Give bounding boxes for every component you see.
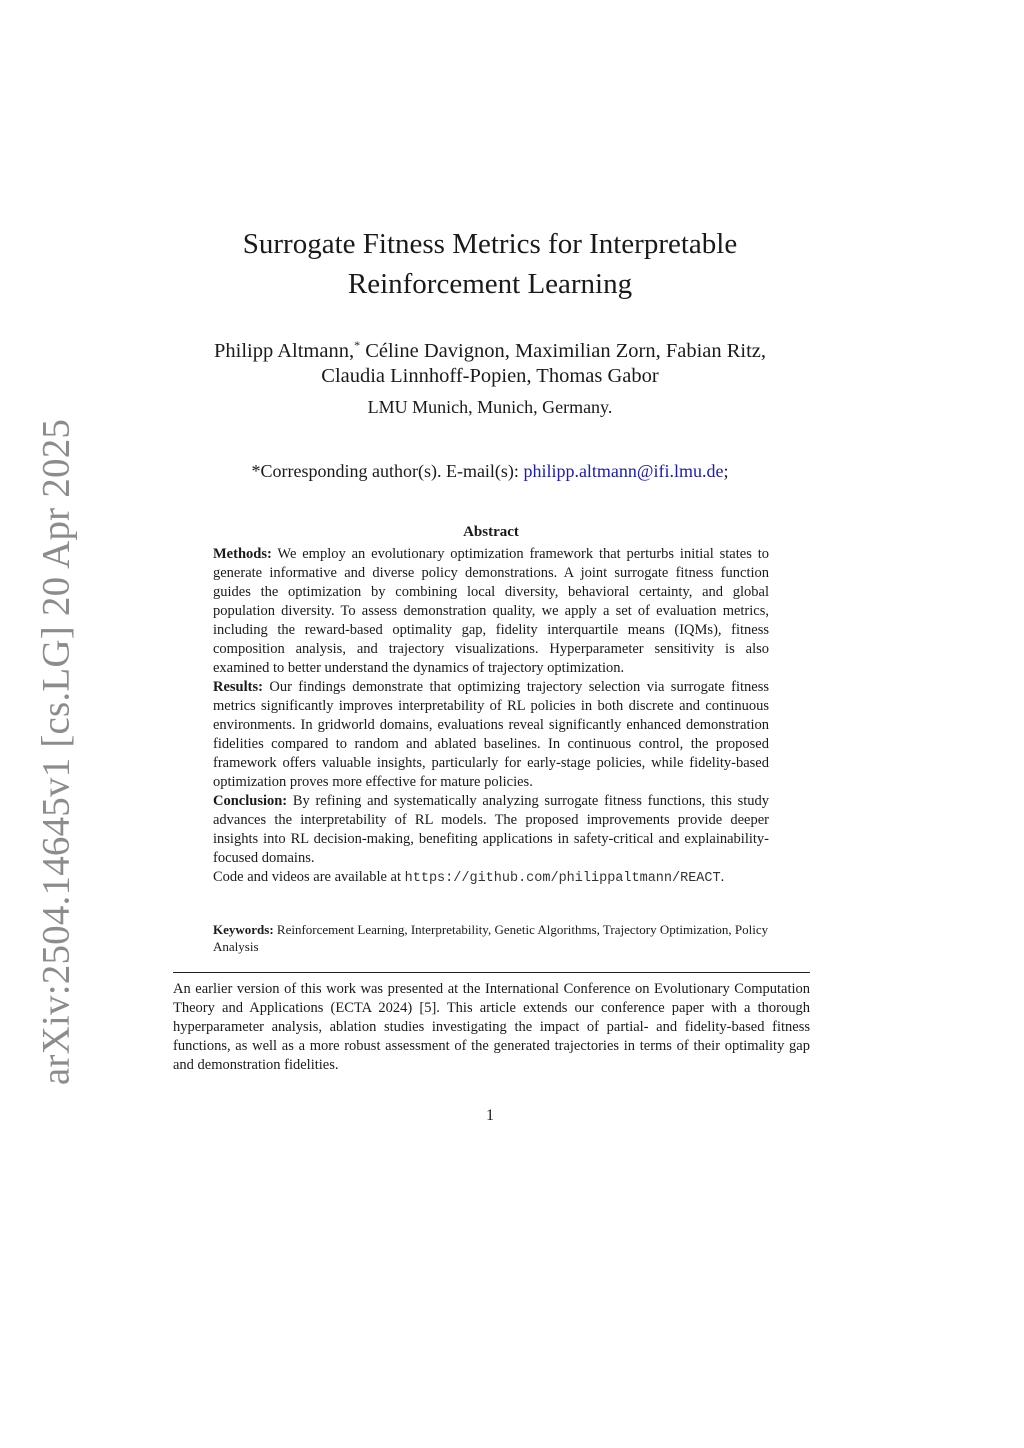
keywords: [213, 921, 769, 955]
arxiv-identifier: arXiv:2504.14645v1 [cs.LG] 20 Apr 2025: [34, 418, 78, 1086]
results-label: Results:: [213, 679, 263, 695]
author-line-1: [170, 333, 810, 364]
code-url-link[interactable]: https://github.com/philippaltmann/REACT: [404, 871, 721, 886]
author-first: Philipp Altmann,: [213, 339, 355, 362]
keywords-text: Reinforcement Learning, Interpretability, Genetic Algorithms, Trajectory Optimization, Policy Analysis: [213, 922, 769, 954]
author-list: [170, 333, 810, 389]
affiliation: LMU Munich, Munich, Germany.: [367, 397, 613, 417]
footnote: An earlier version of this work was presented at the International Conference on Evolutionary Computation Theory and Applications (ECTA 2024) [5]. This article extends our conference paper with a thorough hyperparameter analysis, ablation studies investigating the impact of partial- and fidelity-based fitness functions, as well as a more robust assessment of the generated trajectories in terms of their optimality gap and demonstration fidelities.: [173, 981, 810, 1073]
methods-text: We employ an evolutionary optimization framework that perturbs initial states to generate informative and diverse policy demonstrations. A joint surrogate fitness function guides the optimization by combining local diversity, behavioral certainty, and global population diversity. To assess demonstration quality, we apply a set of evaluation metrics, including the reward-based optimality gap, fidelity interquartile means (IQMs), fitness composition analysis, and trajectory visualizations. Hyperparameter sensitivity is also examined to better understand the dynamics of trajectory optimization.: [213, 546, 769, 676]
abstract-body: [213, 545, 769, 888]
abstract-heading: Abstract: [463, 524, 519, 540]
methods-label: Methods:: [213, 546, 272, 562]
author-line-2: Claudia Linnhoff-Popien, Thomas Gabor: [321, 364, 659, 387]
author-rest: Céline Davignon, Maximilian Zorn, Fabian Ritz,: [360, 339, 767, 362]
conclusion-text: By refining and systematically analyzing surrogate fitness functions, this study advances the interpretability of RL models. The proposed improvements provide deeper insights into RL decision-making, benefiting applications in safety-critical and explainability-focused domains.: [213, 793, 769, 866]
results-text: Our findings demonstrate that optimizing trajectory selection via surrogate fitness metrics significantly improves interpretability of RL policies in both discrete and continuous environments. In gridworld domains, evaluations reveal significantly enhanced demonstration fidelities compared to random and ablated baselines. In continuous control, the proposed framework offers valuable insights, particularly for early-stage policies, while fidelity-based optimization proves more effective for mature policies.: [213, 679, 769, 790]
title-line-2: Reinforcement Learning: [347, 268, 633, 300]
abstract-methods: [213, 545, 769, 678]
corr-suffix: ;: [723, 461, 729, 481]
abstract-code: [213, 868, 769, 888]
conclusion-label: Conclusion:: [213, 793, 288, 809]
keywords-label: Keywords:: [213, 922, 274, 937]
corresponding-author: [170, 459, 810, 483]
corresponding-mark: *: [354, 338, 361, 352]
code-text: Code and videos are available at: [213, 869, 405, 885]
email-link[interactable]: philipp.altmann@ifi.lmu.de: [523, 461, 724, 481]
footnote-divider: [173, 972, 810, 973]
page-number: 1: [486, 1107, 494, 1124]
corr-prefix: *Corresponding author(s). E-mail(s):: [251, 461, 524, 481]
code-end: .: [720, 869, 725, 885]
title-line-1: Surrogate Fitness Metrics for Interpretable: [242, 228, 738, 260]
paper-title: [170, 224, 810, 304]
abstract-conclusion: [213, 792, 769, 868]
abstract-results: [213, 678, 769, 792]
